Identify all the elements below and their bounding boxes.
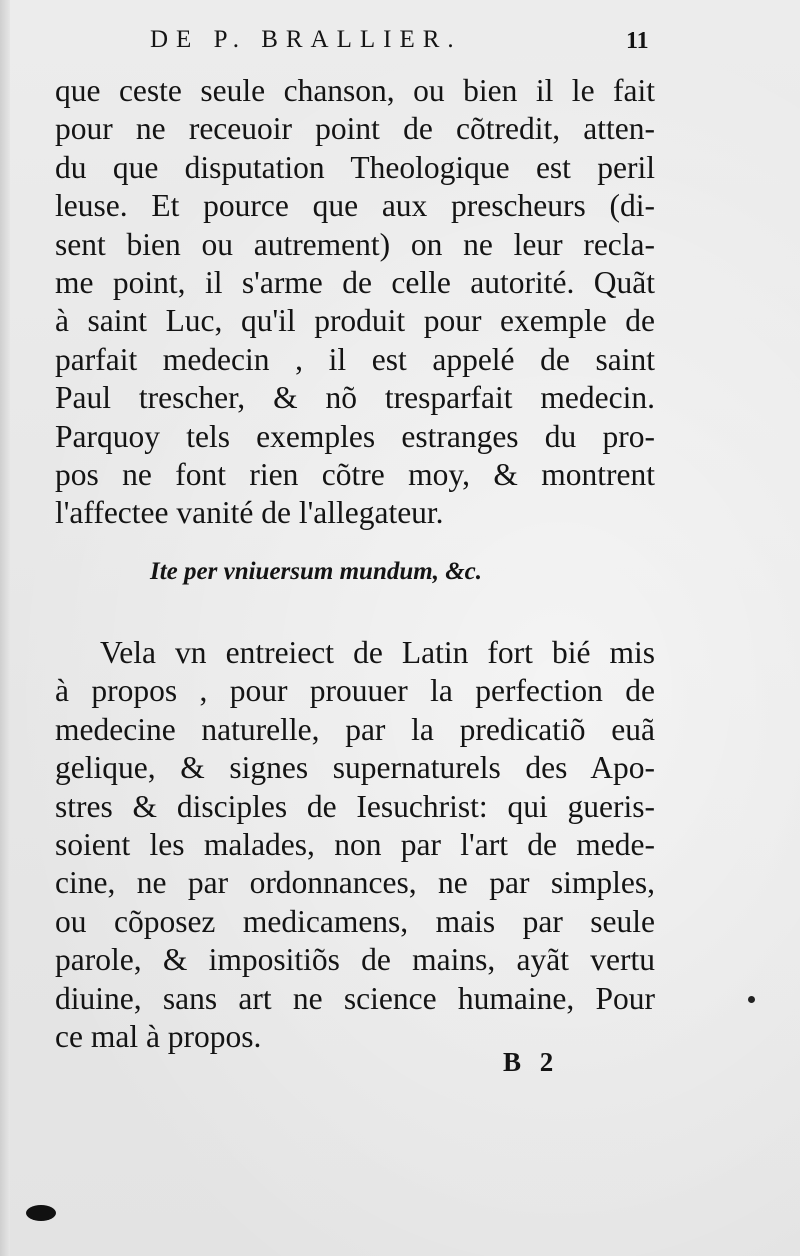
text-line: du que disputation Theologique est peril bbox=[55, 149, 655, 185]
text-line: à saint Luc, qu'il produit pour exemple de bbox=[55, 303, 655, 339]
paragraph-2 bbox=[55, 634, 655, 1056]
text-line: sent bien ou autrement) on ne leur recla- bbox=[55, 226, 655, 262]
text-line: cine, ne par ordonnances, ne par simples, bbox=[55, 865, 655, 901]
text-line: pos ne font rien cõtre moy, & montrent bbox=[55, 457, 655, 493]
ink-blot bbox=[26, 1205, 56, 1221]
text-line: parfait medecin , il est appelé de saint bbox=[55, 341, 655, 377]
running-head: DE P. BRALLIER. bbox=[150, 26, 462, 53]
text-line: Parquoy tels exemples estranges du pro- bbox=[55, 418, 655, 454]
section-heading: Ite per vniuersum mundum, &c. bbox=[150, 558, 482, 585]
text-line: stres & disciples de Iesuchrist: qui gueris- bbox=[55, 788, 655, 824]
text-line: leuse. Et pource que aux prescheurs (di- bbox=[55, 188, 655, 224]
text-line: soient les malades, non par l'art de mede- bbox=[55, 827, 655, 863]
text-line: parole, & impositiõs de mains, ayãt vertu bbox=[55, 942, 655, 978]
signature-mark: B 2 bbox=[503, 1047, 560, 1077]
text-line: l'affectee vanité de l'allegateur. bbox=[55, 495, 444, 531]
text-line: ce mal à propos. bbox=[55, 1019, 262, 1055]
page-gutter bbox=[0, 0, 10, 1256]
text-line: Vela vn entreiect de Latin fort bié mis bbox=[100, 635, 655, 670]
text-line: diuine, sans art ne science humaine, Pour bbox=[55, 980, 655, 1016]
text-line: que ceste seule chanson, ou bien il le fait bbox=[55, 73, 655, 108]
text-line: gelique, & signes supernaturels des Apo- bbox=[55, 750, 655, 786]
text-line: me point, il s'arme de celle autorité. Quãt bbox=[55, 265, 655, 301]
text-line: à propos , pour prouuer la perfection de bbox=[55, 673, 655, 709]
paragraph-1 bbox=[55, 72, 655, 533]
text-line: pour ne receuoir point de cõtredit, atten- bbox=[55, 111, 655, 147]
ink-speck bbox=[748, 996, 755, 1003]
folio-number: 11 bbox=[626, 28, 649, 54]
text-line: ou cõposez medicamens, mais par seule bbox=[55, 903, 655, 939]
text-line: medecine naturelle, par la predicatiõ euã bbox=[55, 711, 655, 747]
text-line: Paul trescher, & nõ tresparfait medecin. bbox=[55, 380, 655, 416]
